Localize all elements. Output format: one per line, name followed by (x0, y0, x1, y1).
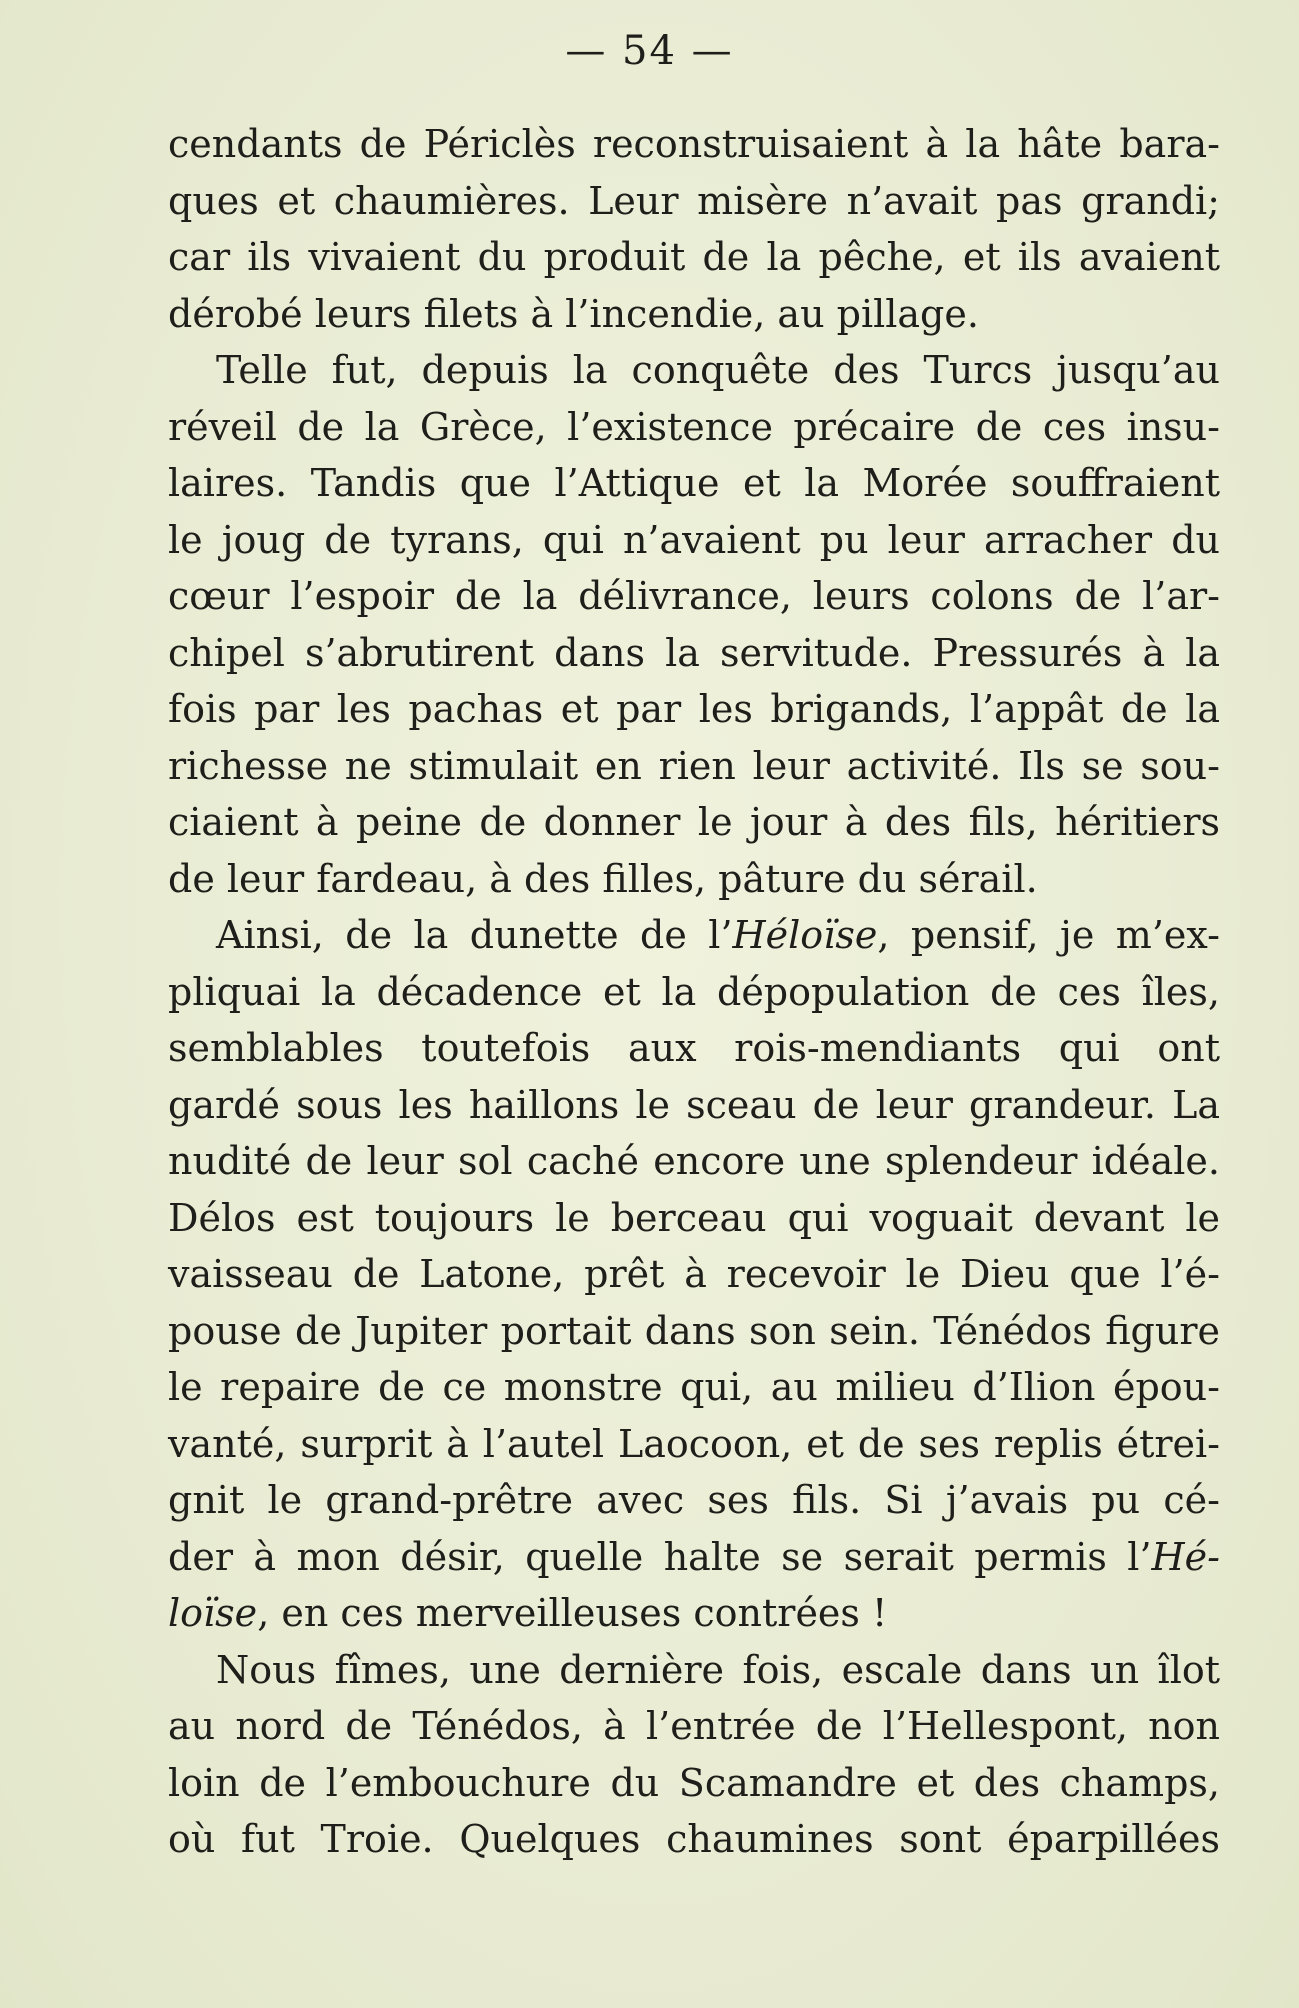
text-line: cœur l’espoir de la délivrance, leurs colons de l’ar- (168, 574, 1220, 618)
text-line (168, 1585, 1220, 1642)
text-line: semblables toutefois aux rois-mendiants qui ont (168, 1026, 1220, 1070)
text-line: chipel s’abrutirent dans la servitude. Pressurés à la (168, 630, 1220, 675)
text-segment: der à mon désir, quelle halte se serait permis l’ (168, 1534, 1152, 1579)
text-line: cendants de Périclès reconstruisaient à la hâte bara- (168, 122, 1220, 166)
text-line: car ils vivaient du produit de la pêche, et ils avaient (168, 235, 1220, 279)
text-line: laires. Tandis que l’Attique et la Morée souffraient (168, 461, 1220, 505)
text-line: nudité de leur sol caché encore une splendeur idéale. (168, 1139, 1220, 1183)
text-line (168, 1529, 1220, 1586)
text-line: de leur fardeau, à des filles, pâture du sérail. (168, 856, 1038, 901)
ship-name: Hé- (1151, 1534, 1220, 1579)
text-line: vaisseau de Latone, prêt à recevoir le Dieu que l’é- (168, 1252, 1220, 1296)
text-line: réveil de la Grèce, l’existence précaire de ces insu- (168, 404, 1220, 449)
text-line: ques et chaumières. Leur misère n’avait pas grandi; (168, 178, 1220, 223)
text-line: ciaient à peine de donner le jour à des fils, héritiers (168, 800, 1220, 844)
text-line (168, 907, 1220, 964)
text-segment: , en ces merveilleuses contrées ! (257, 1591, 888, 1635)
text-line: le joug de tyrans, qui n’avaient pu leur arracher du (168, 517, 1220, 562)
text-line: le repaire de ce monstre qui, au milieu d’Ilion épou- (168, 1365, 1220, 1409)
ship-name: Héloïse (732, 913, 878, 957)
text-line: loin de l’embouchure du Scamandre et des champs, (168, 1760, 1220, 1805)
text-line: dérobé leurs filets à l’incendie, au pillage. (168, 291, 979, 336)
text-line: pouse de Jupiter portait dans son sein. Ténédos figure (168, 1308, 1220, 1353)
text-line: Nous fîmes, une dernière fois, escale dans un îlot (216, 1647, 1220, 1692)
text-line: vanté, surprit à l’autel Laocoon, et de ses replis étrei- (168, 1421, 1220, 1466)
body-text (168, 116, 1220, 1868)
text-line: gnit le grand-prêtre avec ses fils. Si j’avais pu cé- (168, 1478, 1220, 1522)
text-line: fois par les pachas et par les brigands, l’appât de la (168, 687, 1220, 731)
text-line: où fut Troie. Quelques chaumines sont éparpillées (168, 1817, 1220, 1861)
page-number: — 54 — (565, 28, 734, 74)
text-segment: Ainsi, de la dunette de l’ (216, 913, 733, 957)
text-segment: , pensif, je m’ex- (877, 913, 1220, 957)
text-line: Telle fut, depuis la conquête des Turcs jusqu’au (216, 348, 1220, 392)
text-line: Délos est toujours le berceau qui voguait devant le (168, 1195, 1220, 1240)
ship-name: loïse (168, 1591, 258, 1635)
text-line: gardé sous les haillons le sceau de leur grandeur. La (168, 1082, 1220, 1127)
text-line: au nord de Ténédos, à l’entrée de l’Hellespont, non (168, 1704, 1220, 1748)
text-line: pliquai la décadence et la dépopulation de ces îles, (168, 969, 1220, 1014)
text-line: richesse ne stimulait en rien leur activité. Ils se sou- (168, 743, 1220, 788)
